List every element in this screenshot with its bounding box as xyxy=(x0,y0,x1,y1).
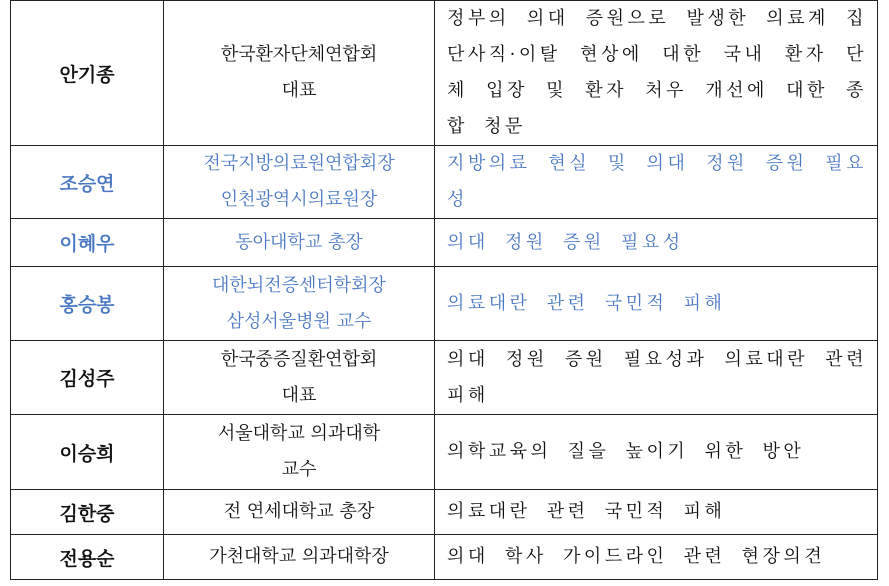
table-row xyxy=(11,415,878,490)
affiliation-line: 삼성서울병원 교수 xyxy=(226,310,372,332)
testimony-topic: 의대 정원 증원 필요성과 의료대란 관련 피해 xyxy=(435,341,878,415)
affiliation-line: 한국환자단체연합회 xyxy=(220,44,378,65)
witness-affiliation xyxy=(164,415,435,490)
table-row xyxy=(11,490,878,535)
affiliation-line: 인천광역시의료원장 xyxy=(220,189,378,210)
affiliation-line: 가천대학교 의과대학장 xyxy=(209,546,389,567)
witness-name: 이혜우 xyxy=(11,219,164,267)
witness-name: 안기종 xyxy=(11,1,164,146)
testimony-topic: 의대 정원 증원 필요성 xyxy=(435,219,878,267)
testimony-topic: 의료대란 관련 국민적 피해 xyxy=(435,267,878,341)
table-row xyxy=(11,1,878,146)
affiliation-line: 전 연세대학교 총장 xyxy=(223,501,375,522)
witness-name: 이승희 xyxy=(11,415,164,490)
table-row xyxy=(11,267,878,341)
witness-name: 전용순 xyxy=(11,535,164,580)
witness-affiliation xyxy=(164,219,435,267)
affiliation-line: 전국지방의료원연합회장 xyxy=(203,153,395,174)
witness-affiliation xyxy=(164,535,435,580)
witness-affiliation xyxy=(164,146,435,219)
table-row xyxy=(11,341,878,415)
table-row xyxy=(11,146,878,219)
affiliation-line: 서울대학교 의과대학 xyxy=(217,423,381,444)
witness-affiliation xyxy=(164,267,435,341)
affiliation-line: 대한뇌전증센터학회장 xyxy=(212,274,386,296)
affiliation-line: 대표 xyxy=(281,384,317,406)
testimony-topic: 의학교육의 질을 높이기 위한 방안 xyxy=(435,415,878,490)
witness-name: 김성주 xyxy=(11,341,164,415)
testimony-topic: 의료대란 관련 국민적 피해 xyxy=(435,490,878,535)
table-row xyxy=(11,535,878,580)
witness-name: 홍승봉 xyxy=(11,267,164,341)
affiliation-line: 한국중증질환연합회 xyxy=(220,348,378,370)
witness-affiliation xyxy=(164,341,435,415)
witness-affiliation xyxy=(164,1,435,146)
affiliation-line: 교수 xyxy=(281,459,317,480)
affiliation-line: 동아대학교 총장 xyxy=(235,231,363,253)
testimony-topic: 지방의료 현실 및 의대 정원 증원 필요성 xyxy=(435,146,878,219)
witness-name: 김한중 xyxy=(11,490,164,535)
testimony-topic: 정부의 의대 증원으로 발생한 의료계 집단사직·이탈 현상에 대한 국내 환자 단체 입장 및 환자 처우 개선에 대한 종합 청문 xyxy=(435,1,878,146)
witness-affiliation xyxy=(164,490,435,535)
witness-name: 조승연 xyxy=(11,146,164,219)
table-row xyxy=(11,219,878,267)
witness-table xyxy=(10,0,878,580)
testimony-topic: 의대 학사 가이드라인 관련 현장의견 xyxy=(435,535,878,580)
affiliation-line: 대표 xyxy=(281,80,317,101)
